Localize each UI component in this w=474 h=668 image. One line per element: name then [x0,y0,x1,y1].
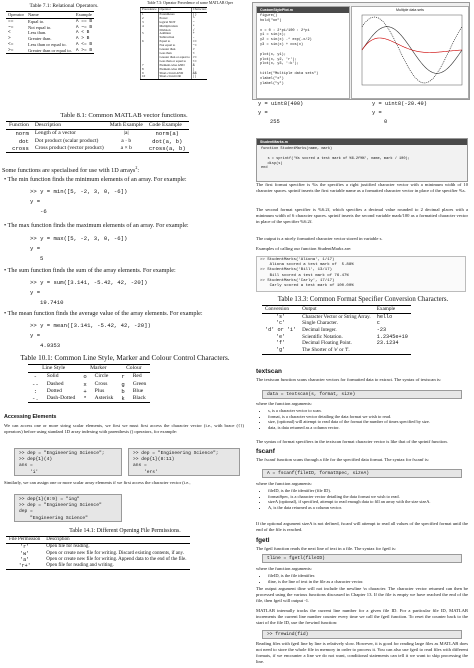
vector-functions-table: Function Description Math Example Code Example norm Length of a vector |a| norm(a) dot Dot product (scalar product) a · b dot(a, b) cross Cross product (vector product) a × b cross(a, b) [6,121,189,153]
table-row: norm Length of a vector |a| norm(a) [15,130,180,138]
studentmarks-output: >> StudentMarks('Aliona', 1/17) Aliona scored a test mark of 5.88% >> StudentMarks('Bill', 13/17) Bill scored a test mark of 76.47% >> StudentMarks('Carly', 17/17) Carly scored a test mark of 100.00% [256,256,466,292]
col-operator: Operator [8,12,24,17]
table-row: 7 Element-wise AND & [141,64,208,68]
fgetl-syntax: tline = fgetl(fileID) [262,554,462,563]
fgetl-paragraph-3: MATLAB internally tracks the current line number for a given file ID. For a particular file ID, MATLAB increments the current line number counter every time we call the fgetl function. To reset the counter back to the start of the file ID, use the frewind function: [256,608,468,626]
table-row: 5 Addition + [141,32,208,36]
uint8-left-cmd: y = uint8(400) [258,101,304,107]
fmt-table [262,305,411,355]
textscan-syntax: data = textscan(s, format, size) [262,390,462,399]
accessing-heading: Accessing Elements [4,414,57,420]
table-row: Subtraction - [141,36,208,40]
sprintf-paragraph-3: The output is a nicely formatted character vector stored in variable s. [256,236,383,241]
linestyle-table [28,364,150,403]
table-row: 'e' Scientific Notation. 1.2345e+10 [275,333,408,340]
uint8-left-value: 255 [270,119,280,125]
fgetl-argument-list [260,573,474,584]
precedence-caption: Table 7.3: Operator Precedence of some MATLAB Oper [147,1,233,5]
max-description: • The max function finds the maximum elements of an array. For example: [4,222,189,229]
line-style-table: Line Style Marker Colour - Solid o Circle r Red -- Dashed x Cross g Green : Dotted + Plus b Blue -. Dash-Dotted * Asterisk k Black [28,364,150,403]
plot-title: Multiple data sets [396,8,424,12]
table-row: Greater than or equal to >= [141,56,208,60]
table-row: 1 Parentheses () [141,12,208,16]
funcs-intro: Some functions are specialised for use with 1D arrays$^2$: [2,165,140,175]
uint8-right-cmd: y = uint8(-20.49) [372,101,427,107]
vector-table [6,121,189,153]
sprintf-paragraph-4: Examples of calling our function StudentMarks are: [256,246,352,251]
list-item: • data, is data returned as a column vector. [268,425,474,431]
mean-description: • The mean function finds the average value of the array elements. For example: [4,310,203,317]
list-item: • sizeA (optional), if specified, attempt to read enough data to fill an array with the size sizeA. [268,499,474,505]
table-row: ~= Not equal to. A ~= B [8,24,93,30]
vector-caption: Table 8.1: Common MATLAB vector functions. [60,112,188,119]
textscan-where: where the function arguments: [256,401,312,406]
accessing-paragraph-1: We can access one or more string scalar elements, we first we must first access the character vector (i.e., with brace ({}) operators) before using standard 1D array indexing with parenthesis () operators, for example: [4,423,244,435]
fgetl-where: where the function arguments: [256,566,312,571]
min-description: • The min function finds the minimum elements of an array. For example: [4,176,187,183]
fmt-caption: Table 13.3: Common Format Specifier Conversion Characters. [277,296,449,303]
table-row: Division / [141,29,208,33]
table-row: 'f' Decimal Floating Point. 23.1234 [275,340,399,347]
max-command: >> y = max([5, -2, 3, 0, -6]) [30,235,128,242]
textscan-paragraph-2: The syntax of format specifiers in the textscan format character vector is like that of the sprintf function. [256,439,448,444]
table-row: >= Greater than or equal to. A >= B [8,47,93,53]
table-row: 6 Equal to == [141,40,208,44]
list-item: • fileID, is the file identifier (file ID). [268,488,474,494]
table-row: 'd' or 'i' Decimal Integer. -23 [265,326,387,333]
table-row: 'r+' Open file for reading and writing. [6,563,190,570]
table-row: 10 Short-circuit OR || [141,75,208,79]
table-row: 'r' Open file for reading. [20,544,90,551]
table-row: : Dotted + Plus b Blue [33,387,144,395]
table-row: 2 Power ^ [141,17,208,21]
textscan-paragraph-1: The textscan function scans character vectors for formatted data to extract. The syntax of textscan is: [256,377,442,382]
frewind-example: >> frewind(fid) [262,630,462,639]
perm-table [6,536,190,570]
sum-description: • The sum function finds the sum of the array elements. For example: [4,267,176,274]
file-permission-table: File Permission Description 'r' Open file for reading. 'w' Open or create new file for writing. Discard existing contents, if any. 'a' Open or create new file for writing. Append data to the end of the file. 'r+' Open file for reading and writing. [6,536,190,570]
fscanf-syntax: A = fscanf(fileID, formatSpec, sizeA) [262,469,462,478]
table-row: 8 Element-wise OR | [141,68,208,72]
table-row: Greater than > [141,48,208,52]
table-row: Less than < [141,52,208,56]
accessing-paragraph-2: Similarly, we can assign one or more scalar array elements if we first access the character vector (i.e., [4,480,191,485]
accessing-code-right: >> dep = "Engineering Science"; >> dep{1}(8:11) ans = 'ers' [128,448,240,476]
uint8-left-label: y = [258,110,268,116]
list-item: • size, (optional) will attempt to read data of the format the number of times specified by size. [268,419,474,425]
table-row: 'g' The Shorter of 'e' or 'f'. [262,347,411,354]
mean-output-value: 4.9353 [40,342,61,349]
min-output-label: y = [30,198,41,205]
table-row: > Greater than. A > B [8,36,90,41]
precedence-table [140,7,207,80]
perm-caption: Table 14.1: Different Opening File Permissions. [69,528,181,534]
min-output-value: -6 [40,208,47,215]
accessing-code-bottom: >> dep{1}(8:9) = "ing" >> dep = "Engineering Science" dep = "Engineering Science" [14,494,122,522]
relational-operators-table [6,11,94,54]
sum-output-value: 19.7410 [40,299,64,306]
figure-window [351,6,469,99]
accessing-code-left: >> dep = "Engineering Science"; >> dep{1}(4) ans = 'i' [14,448,122,476]
fscanf-paragraph-2: If the optional argument sizeA is not defined, fscanf will attempt to read all values of the specified format until the end of the file is reached. [256,521,468,533]
fscanf-argument-list [260,488,474,511]
operator-precedence-table: Precedence Operator Characters 1 Parentheses () 2 Power ^ 3 logical NOT ~ 4 Multiplication * Division / 5 Addition + Subtraction - 6 Equal to == Not equal to ~= Greater than > Less than < Greater than or equal to >= Less than or equal to <= 7 Element-wise AND & 8 Element-wise OR | 9 Short-circuit AND && 10 Short-circuit OR || [142,7,207,79]
list-item: • fileID, is the file identifier. [268,573,474,579]
mean-output-label: y = [30,332,41,339]
relational-table [6,11,94,54]
table-row: 'a' Open or create new file for writing. Append data to the end of the file. [20,556,187,563]
table-row: - Solid o Circle r Red [33,373,142,381]
table-row: <= Less than or equal to. A <= B [8,41,93,47]
table-row: -- Dashed x Cross g Green [32,380,147,388]
sum-command: >> y = sum([3.141, -5.42, 42, -20]) [30,279,148,286]
table-row: 4 Multiplication * [141,25,208,29]
sprintf-paragraph-1: The first format specifier is %s the specifies a right justified character vector with a minimum width of 10 character spaces. sprintf inserts the first variable name as a formatted character vector in place of the specifier %s. [256,182,468,194]
list-item: • A, is the data returned as a column vector. [268,505,474,511]
table-row: == Equal to. A == B [8,18,93,24]
table-row: 9 Short-circuit AND && [141,72,208,76]
col-name: Name [26,12,74,19]
fgetl-paragraph-4: Reading files with fgetl line by line is relatively slow. However, it is good for reading large files as MATLAB does not need to store the whole file in memory in order to process it. You can also use fgetl to read files with different formats, if we encounter a line we do not want, conditional statements can tell it we want to skip processing the line. [256,641,468,665]
fgetl-paragraph-1: The fgetl function reads the next line of text in a file. The syntax for fgetl is: [256,546,397,551]
editor-screenshot [252,2,470,100]
editor-file-tab[interactable]: CustomStylePlot.m [257,7,349,13]
textscan-heading: textscan [256,368,282,375]
linestyle-caption: Table 10.1: Common Line Style, Marker and Colour Control Characters. [20,354,230,362]
mean-command: >> y = mean([3.141, -5.42, 42, -20]) [30,322,151,329]
min-command: >> y = min([5, -2, 3, 0, -6]) [30,188,128,195]
col-example: Example [74,12,94,19]
fscanf-where: where the function arguments: [256,481,312,486]
table-row: 3 logical NOT ~ [141,21,208,25]
fgetl-paragraph-2: The output argument tline will not include the newline \n character. The character vector returned can then be processed using the various functions discussed in Chapter 13. If the file is empty we have reached the end of the file, then fgetl will output -1. [256,586,468,604]
textscan-argument-list [260,408,474,431]
table-row: Not equal to ~= [141,44,208,48]
uint8-right-label: y = [372,110,382,116]
table-row: 'c' Single Character. c [275,320,380,327]
sum-output-label: y = [30,289,41,296]
editor-code[interactable]: figure() hold("on") x = 0 : 2*pi/100 : 2*pi y1 = sin(x); y2 = sin(x) .* exp(-x/2) y3 = sin(x) + cos(x) plot(x, y1); plot(x, y2, 'r'); plot(x, y3, ':k'); title("Multiple data sets") xlabel("x") ylabel("y") [257,13,349,95]
plot-area [352,12,468,96]
sprintf-paragraph-2: The second format specifier is %6.2f, which specifies a decimal value rounded to 2 decimal places with a minimum width of 6 character spaces. sprintf inserts the second variable mark/100 as a formatted character vector in place of the specifier %6.2f. [256,207,468,225]
list-item: • s, is a character vector to scan. [268,408,474,414]
table-row: 's' Character Vector or String Array. hello [275,313,393,320]
list-item: • format, is a character vector detailing the data format we wish to read. [268,414,474,420]
fgetl-heading: fgetl [256,537,270,544]
list-item: • tline, is the line of text in the file as a character vector. [268,579,474,585]
relational-caption: Table 7.1: Relational Operators. [29,3,99,9]
uint8-right-value: 0 [384,119,388,125]
format-specifier-table: Conversion Output Example 's' Character Vector or String Array. hello 'c' Single Character. c 'd' or 'i' Decimal Integer. -23 'e' Scientific Notation. 1.2345e+10 'f' Decimal Floating Point. 23.1234 'g' The Shorter of 'e' or 'f'. [262,305,411,355]
fscanf-paragraph-1: The fscanf function scans through a file for the specified data format. The syntax for fscanf is: [256,457,430,462]
table-row: cross Cross product (vector product) a × b cross(a, b) [6,145,189,153]
table-row: dot Dot product (scalar product) a · b dot(a, b) [18,137,183,145]
studentmarks-code[interactable]: function StudentMarks(name, mark) s = sprintf('%s scored a test mark of %6.2f%%', name, mark / 100); disp(s) end [257,145,467,179]
editor-pane [256,6,350,99]
table-row: < Less than. A < B [8,30,90,36]
table-row: Less than or equal to <= [141,60,208,64]
table-row: 'w' Open or create new file for writing. Discard existing contents, if any. [20,550,184,557]
studentmarks-file-tab[interactable]: StudentMarks.m [257,139,467,145]
fscanf-heading: fscanf [256,448,275,455]
list-item: • formatSpec, is a character vector detailing the data format we wish to read. [268,494,474,500]
studentmarks-box [256,138,468,182]
table-row: -. Dash-Dotted * Asterisk k Black [28,395,150,403]
max-output-label: y = [30,245,41,252]
max-output-value: 5 [40,255,44,262]
